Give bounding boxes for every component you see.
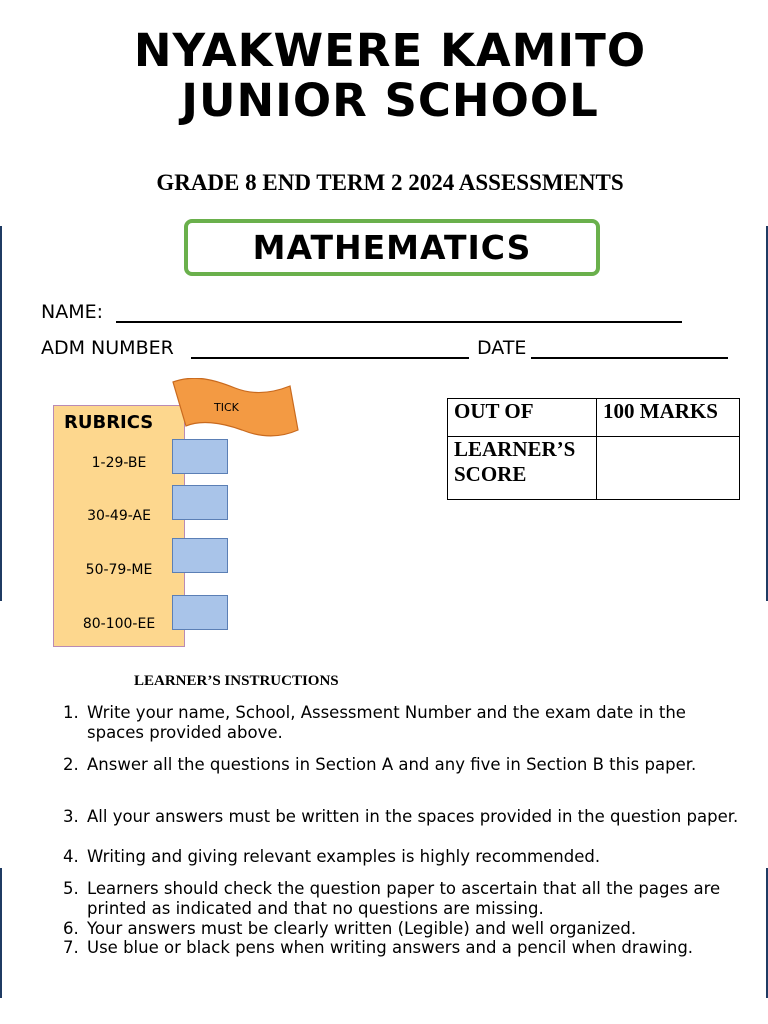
instruction-number: 1. [63, 703, 79, 722]
instruction-text: Answer all the questions in Section A and any five in Section B this paper. [87, 755, 697, 774]
instruction-number: 7. [63, 938, 79, 957]
score-row-out-of [448, 399, 740, 437]
subject-title: MATHEMATICS [252, 228, 532, 267]
learner-score-value[interactable] [597, 437, 740, 500]
instruction-text: Your answers must be clearly written (Legible) and well organized. [87, 919, 637, 938]
name-field-line[interactable] [116, 321, 682, 323]
tick-box-ae[interactable] [172, 485, 228, 520]
rubrics-panel [53, 405, 185, 647]
instruction-text: All your answers must be written in the spaces provided in the question paper. [87, 807, 739, 826]
school-name-line2: JUNIOR SCHOOL [181, 74, 599, 127]
page-border-left [0, 226, 2, 601]
instruction-number: 3. [63, 807, 79, 826]
instruction-number: 2. [63, 755, 79, 774]
rubrics-title: RUBRICS [64, 412, 154, 433]
instruction-text: Writing and giving relevant examples is highly recommended. [87, 847, 601, 866]
instructions-title: LEARNER’S INSTRUCTIONS [134, 673, 339, 689]
date-line[interactable] [531, 357, 728, 359]
school-name [0, 26, 768, 126]
tick-flag-label: TICK [214, 401, 239, 414]
subject-box [184, 219, 600, 276]
instruction-text: Use blue or black pens when writing answers and a pencil when drawing. [87, 938, 694, 957]
date-label: DATE [477, 337, 527, 359]
adm-number-line[interactable] [191, 357, 469, 359]
tick-box-be[interactable] [172, 439, 228, 474]
instruction-number: 4. [63, 847, 79, 866]
instruction-text: Write your name, School, Assessment Number and the exam date in the spaces provided above. [87, 703, 686, 742]
adm-number-label: ADM NUMBER [41, 337, 174, 359]
instruction-text: Learners should check the question paper to ascertain that all the pages are printed as indicated and that no questions are missing. [87, 879, 721, 918]
out-of-label: OUT OF [448, 399, 597, 437]
rubric-item: 30-49-AE [87, 508, 151, 524]
learner-score-label: LEARNER’S SCORE [448, 437, 597, 500]
name-field-label: NAME: [41, 301, 104, 323]
rubric-item: 1-29-BE [91, 455, 147, 471]
rubric-item: 80-100-EE [82, 616, 156, 632]
tick-box-me[interactable] [172, 538, 228, 573]
assessment-title: GRADE 8 END TERM 2 2024 ASSESSMENTS [156, 170, 624, 195]
instruction-number: 5. [63, 879, 79, 898]
instruction-number: 6. [63, 919, 79, 938]
rubric-item: 50-79-ME [85, 562, 153, 578]
tick-box-ee[interactable] [172, 595, 228, 630]
score-row-learner [448, 437, 740, 500]
page-border-left [0, 868, 2, 998]
score-table [447, 398, 740, 500]
school-name-line1: NYAKWERE KAMITO [133, 24, 647, 77]
out-of-value: 100 MARKS [597, 399, 740, 437]
